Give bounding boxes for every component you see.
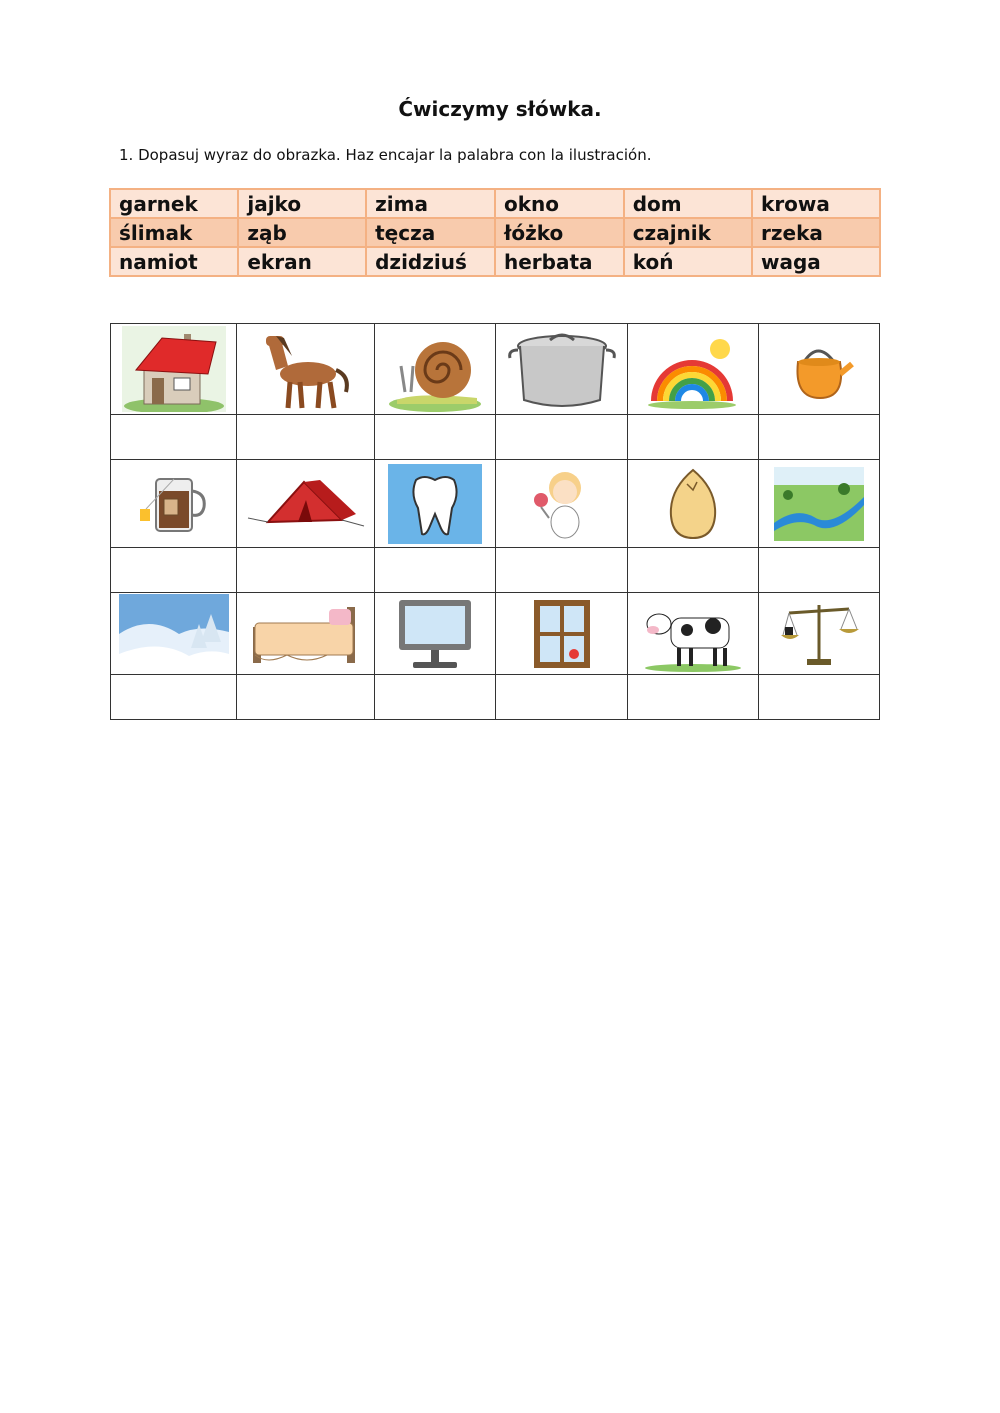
- word-bank-cell: zima: [366, 189, 495, 218]
- rainbow-icon: [648, 329, 738, 409]
- word-bank-row: [110, 218, 880, 247]
- picture-cell: [375, 324, 496, 415]
- picture-cell: [759, 593, 880, 675]
- word-bank-cell: koń: [624, 247, 752, 276]
- answer-row: [111, 415, 880, 460]
- word-bank-cell: herbata: [495, 247, 624, 276]
- word-bank-cell: łóżko: [495, 218, 624, 247]
- tea-icon: [134, 469, 214, 539]
- answer-cell[interactable]: [496, 548, 628, 593]
- scale-icon: [779, 599, 859, 669]
- picture-cell: [111, 593, 237, 675]
- pot-icon: [506, 326, 618, 412]
- answer-cell[interactable]: [628, 675, 759, 720]
- word-bank-row: [110, 189, 880, 218]
- word-bank-cell: dzidziuś: [366, 247, 495, 276]
- screen-icon: [395, 596, 475, 672]
- picture-cell: [496, 324, 628, 415]
- picture-cell: [111, 324, 237, 415]
- picture-cell: [628, 460, 759, 548]
- winter-icon: [119, 594, 229, 674]
- picture-cell: [237, 460, 375, 548]
- word-bank: [109, 188, 881, 277]
- answer-cell[interactable]: [111, 548, 237, 593]
- worksheet-title: Ćwiczymy słówka.: [398, 97, 602, 121]
- word-bank-cell: rzeka: [752, 218, 880, 247]
- answer-cell[interactable]: [237, 548, 375, 593]
- word-bank-cell: tęcza: [366, 218, 495, 247]
- picture-cell: [496, 593, 628, 675]
- horse-icon: [258, 326, 354, 412]
- answer-row: [111, 675, 880, 720]
- word-bank-cell: czajnik: [624, 218, 752, 247]
- picture-cell: [759, 460, 880, 548]
- word-bank-cell: okno: [495, 189, 624, 218]
- picture-cell: [375, 593, 496, 675]
- word-bank-cell: ekran: [238, 247, 366, 276]
- baby-icon: [527, 464, 597, 544]
- answer-cell[interactable]: [111, 675, 237, 720]
- river-icon: [774, 467, 864, 541]
- answer-row: [111, 548, 880, 593]
- word-bank-cell: jajko: [238, 189, 366, 218]
- answer-cell[interactable]: [628, 548, 759, 593]
- answer-cell[interactable]: [628, 415, 759, 460]
- word-bank-cell: ząb: [238, 218, 366, 247]
- instruction-text: 1. Dopasuj wyraz do obrazka. Haz encajar la palabra con la ilustración.: [119, 146, 652, 164]
- snail-icon: [387, 326, 483, 412]
- picture-cell: [375, 460, 496, 548]
- picture-cell: [237, 324, 375, 415]
- tent-icon: [246, 474, 366, 534]
- word-bank-cell: namiot: [110, 247, 238, 276]
- kettle-icon: [784, 334, 854, 404]
- picture-cell: [628, 324, 759, 415]
- answer-cell[interactable]: [496, 415, 628, 460]
- window-icon: [530, 596, 594, 672]
- answer-cell[interactable]: [375, 548, 496, 593]
- answer-cell[interactable]: [759, 415, 880, 460]
- word-bank-cell: krowa: [752, 189, 880, 218]
- answer-cell[interactable]: [237, 415, 375, 460]
- egg-icon: [663, 466, 723, 542]
- picture-cell: [237, 593, 375, 675]
- answer-cell[interactable]: [375, 675, 496, 720]
- word-bank-row: [110, 247, 880, 276]
- word-bank-cell: ślimak: [110, 218, 238, 247]
- picture-cell: [496, 460, 628, 548]
- answer-cell[interactable]: [237, 675, 375, 720]
- house-icon: [122, 326, 226, 412]
- word-bank-cell: dom: [624, 189, 752, 218]
- word-bank-cell: garnek: [110, 189, 238, 218]
- picture-cell: [111, 460, 237, 548]
- word-bank-cell: waga: [752, 247, 880, 276]
- picture-cell: [759, 324, 880, 415]
- picture-grid: [110, 323, 880, 720]
- answer-cell[interactable]: [759, 675, 880, 720]
- answer-cell[interactable]: [111, 415, 237, 460]
- picture-cell: [628, 593, 759, 675]
- answer-cell[interactable]: [496, 675, 628, 720]
- bed-icon: [247, 599, 365, 669]
- answer-cell[interactable]: [375, 415, 496, 460]
- answer-cell[interactable]: [759, 548, 880, 593]
- cow-icon: [643, 596, 743, 672]
- picture-row: [111, 460, 880, 548]
- picture-row: [111, 593, 880, 675]
- picture-row: [111, 324, 880, 415]
- tooth-icon: [388, 464, 482, 544]
